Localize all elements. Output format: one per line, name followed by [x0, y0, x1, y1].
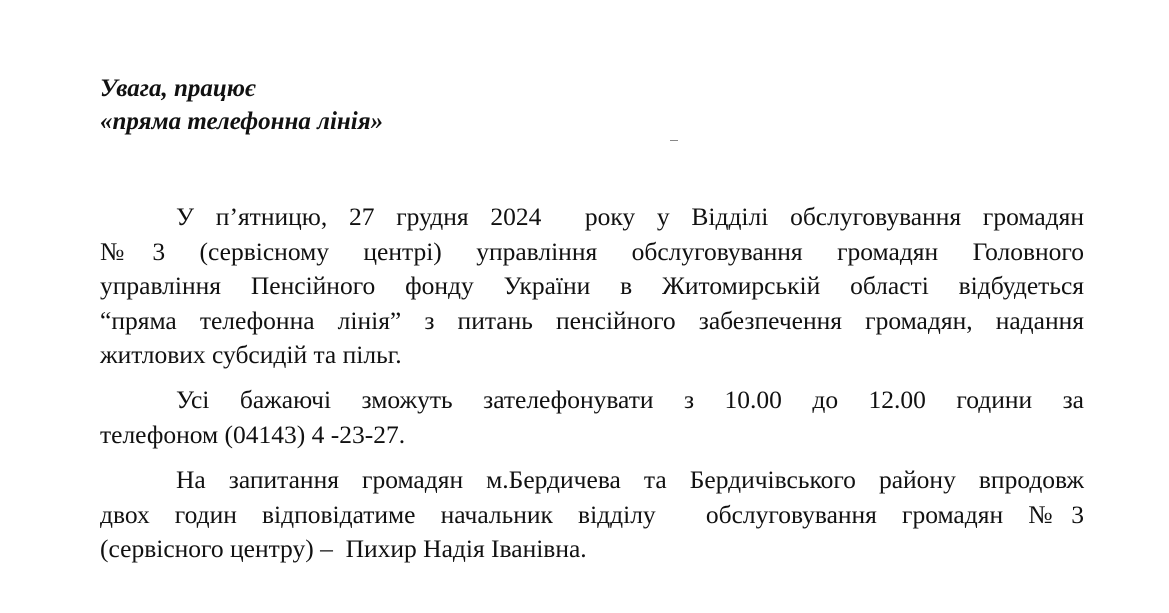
paragraph-responder — [100, 463, 1084, 567]
paragraph-schedule — [100, 200, 1084, 373]
text-line: житлових субсидій та пільг. — [100, 340, 402, 369]
text-line: телефоном (04143) 4 -23-27. — [100, 419, 406, 449]
text-line: “пряма телефонна лінія” з питань пенсійного забезпечення громадян, надання — [100, 305, 1084, 335]
heading-line-2: «пряма телефонна лінія» — [100, 108, 384, 135]
text-line: двох годин відповідатиме начальник відділу обслуговування громадян №3 — [100, 499, 1084, 529]
text-line: №3 (сервісному центрі) управління обслуговування громадян Головного — [100, 236, 1084, 266]
text-line: Усі бажаючі зможуть зателефонувати з 10.00 до 12.00 години за — [176, 385, 1084, 414]
text-line: У п’ятницю, 27 грудня 2024 року у Відділі обслуговування громадян — [176, 202, 1084, 231]
paragraph-phone — [100, 383, 1084, 452]
text-line: (сервісного центру) – Пихир Надія Іванівна. — [100, 534, 587, 563]
scan-mark — [670, 140, 678, 141]
announcement-heading — [100, 72, 383, 138]
text-line: управління Пенсійного фонду України в Житомирській області відбудеться — [100, 271, 1084, 300]
text-line: На запитання громадян м.Бердичева та Бердичівського району впродовж — [176, 465, 1084, 494]
heading-line-1: Увага, працює — [100, 75, 256, 102]
